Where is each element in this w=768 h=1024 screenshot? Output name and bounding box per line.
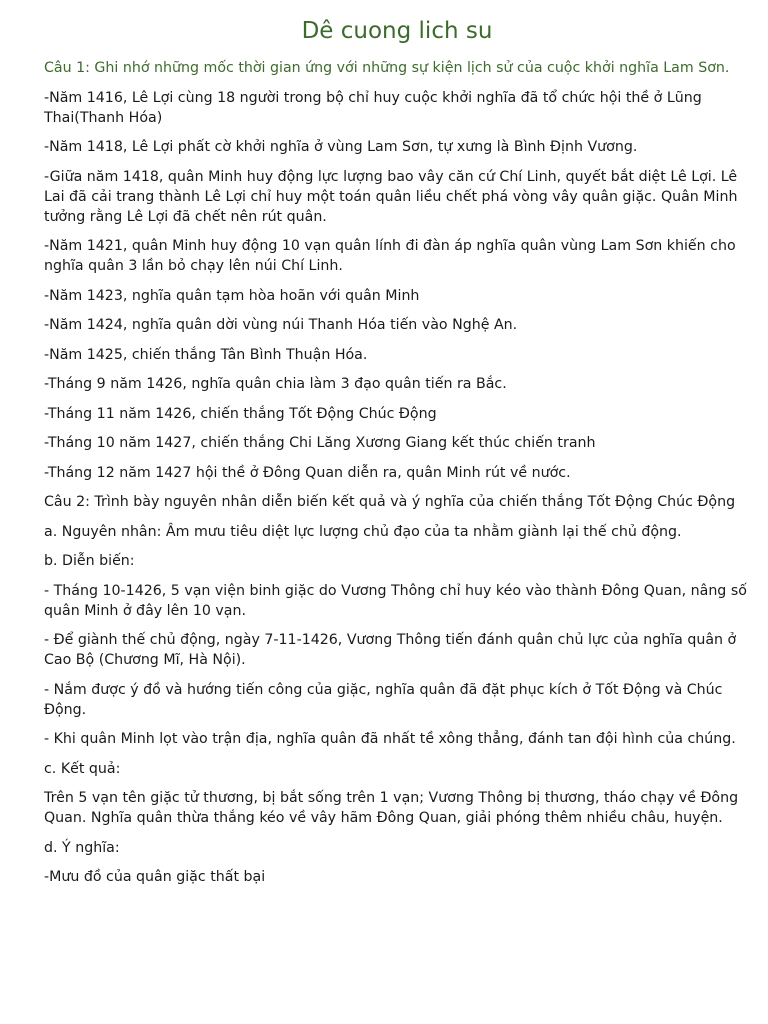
- timeline-item-mid-1418: -Giữa năm 1418, quân Minh huy động lực lượng bao vây căn cứ Chí Linh, quyết bắt diệt Lê Lợi. Lê Lai đã cải trang thành Lê Lợi chỉ huy một toán quân liều chết phá vòng vây quân giặc. Quân Minh tưởng rằng Lê Lợi đã chết nên rút quân.: [44, 168, 738, 225]
- question-2-heading: Câu 2: Trình bày nguyên nhân diễn biến kết quả và ý nghĩa của chiến thắng Tốt Động Chúc Động: [44, 494, 736, 510]
- timeline-item-1425: -Năm 1425, chiến thắng Tân Bình Thuận Hóa.: [44, 346, 368, 363]
- events-item-4: - Khi quân Minh lọt vào trận địa, nghĩa quân đã nhất tề xông thẳng, đánh tan đội hình của chúng.: [44, 731, 736, 747]
- timeline-item-1423: -Năm 1423, nghĩa quân tạm hòa hoãn với quân Minh: [44, 287, 420, 304]
- significance-item-1: -Mưu đồ của quân giặc thất bại: [44, 869, 266, 885]
- events-item-2: - Để giành thế chủ động, ngày 7-11-1426, Vương Thông tiến đánh quân chủ lực của nghĩa quân ở Cao Bộ (Chương Mĩ, Hà Nội).: [44, 632, 737, 668]
- events-item-1: - Tháng 10-1426, 5 vạn viện binh giặc do Vương Thông chỉ huy kéo vào thành Đông Quan, nâng số quân Minh ở đây lên 10 vạn.: [44, 582, 747, 619]
- timeline-item-nov-1426: -Tháng 11 năm 1426, chiến thắng Tốt Động Chúc Động: [44, 405, 437, 422]
- result-text: Trên 5 vạn tên giặc tử thương, bị bắt sống trên 1 vạn; Vương Thông bị thương, tháo chạy về Đông Quan. Nghĩa quân thừa thắng kéo về vây hãm Đông Quan, giải phóng thêm nhiều châu, huyện.: [44, 790, 739, 826]
- section-significance-heading: d. Ý nghĩa:: [44, 839, 120, 856]
- timeline-item-1424: -Năm 1424, nghĩa quân dời vùng núi Thanh Hóa tiến vào Nghệ An.: [44, 317, 518, 333]
- section-cause: a. Nguyên nhân: Âm mưu tiêu diệt lực lượng chủ đạo của ta nhằm giành lại thế chủ động.: [44, 523, 682, 540]
- section-result-heading: c. Kết quả:: [44, 760, 121, 777]
- events-item-3: - Nắm được ý đồ và hướng tiến công của giặc, nghĩa quân đã đặt phục kích ở Tốt Động và Chúc Động.: [44, 681, 723, 718]
- timeline-item-oct-1427: -Tháng 10 năm 1427, chiến thắng Chi Lăng Xương Giang kết thúc chiến tranh: [44, 435, 596, 451]
- document-page: [44, 14, 750, 897]
- timeline-item-1421: -Năm 1421, quân Minh huy động 10 vạn quân lính đi đàn áp nghĩa quân vùng Lam Sơn khiến cho nghĩa quân 3 lần bỏ chạy lên núi Chí Linh.: [44, 238, 736, 274]
- document-title: Dê cuong lich su: [301, 18, 493, 44]
- timeline-item-dec-1427: -Tháng 12 năm 1427 hội thề ở Đông Quan diễn ra, quân Minh rút về nước.: [44, 464, 571, 481]
- timeline-item-1418: -Năm 1418, Lê Lợi phất cờ khởi nghĩa ở vùng Lam Sơn, tự xưng là Bình Định Vương.: [44, 139, 638, 155]
- section-events-heading: b. Diễn biến:: [44, 553, 135, 569]
- question-1-heading: Câu 1: Ghi nhớ những mốc thời gian ứng với những sự kiện lịch sử của cuộc khởi nghĩa Lam Sơn.: [44, 60, 730, 76]
- timeline-item-1416: -Năm 1416, Lê Lợi cùng 18 người trong bộ chỉ huy cuộc khởi nghĩa đã tổ chức hội thề ở Lũng Thai(Thanh Hóa): [44, 89, 702, 126]
- timeline-item-sep-1426: -Tháng 9 năm 1426, nghĩa quân chia làm 3 đạo quân tiến ra Bắc.: [44, 376, 507, 392]
